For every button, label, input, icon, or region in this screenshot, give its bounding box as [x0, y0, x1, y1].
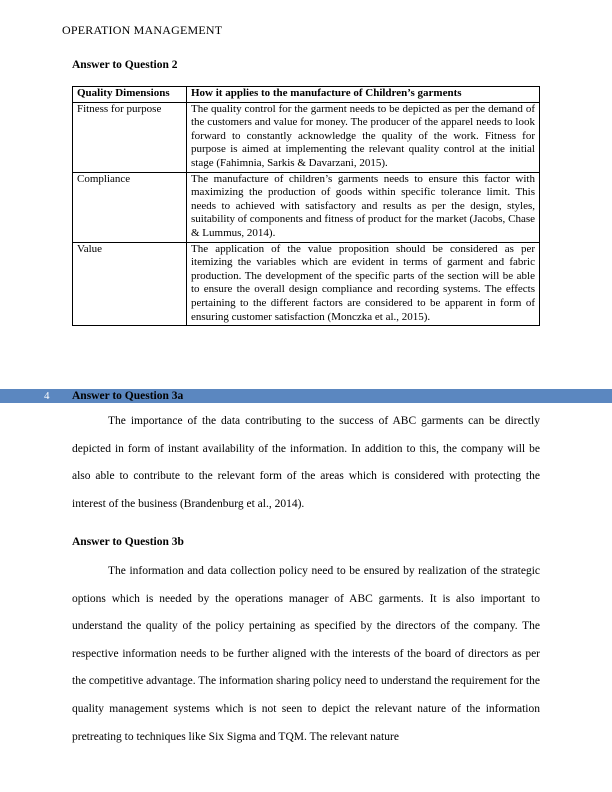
dimension-cell: Value — [73, 242, 187, 326]
table-row — [73, 242, 540, 326]
q2-heading: Answer to Question 2 — [72, 59, 178, 71]
q3b-paragraph: The information and data collection policy need to be ensured by realization of the strategic options which is needed by the operations manager of ABC garments. It is also important to understand the quality of the policy pertaining as specified by the directors of the company. The respective information needs to be further aligned with the interests of the board of directors as per the competitive advantage. The information sharing policy need to understand the requirement for the quality management systems which is not seen to depict the relevant nature of the information pretreating to techniques like Six Sigma and TQM. The relevant nature — [72, 565, 540, 743]
q3a-paragraph: The importance of the data contributing to the success of ABC garments can be directly depicted in form of instant availability of the information. In addition to this, the company will be also able to contribute to the relevant form of the areas which is considered with protecting the interest of the business (Brandenburg et al., 2014). — [72, 415, 540, 510]
dimension-cell: Compliance — [73, 172, 187, 242]
table-header-row — [73, 87, 540, 103]
column-header-application: How it applies to the manufacture of Children’s garments — [187, 87, 540, 103]
description-cell: The quality control for the garment needs to be depicted as per the demand of the customers and value for money. The producer of the apparel needs to look forward to constantly acknowledge the quality of the work. Fitness for purpose is aimed at implementing the relevant quality control at the initial stage (Fahimnia, Sarkis & Davarzani, 2015). — [187, 102, 540, 172]
table-row — [73, 172, 540, 242]
dimension-cell: Fitness for purpose — [73, 102, 187, 172]
description-cell: The manufacture of children’s garments needs to ensure this factor with maximizing the production of goods within specific tolerance limit. This needs to achieved with satisfactory and results as per the design, styles, suitability of components and fitness of product for the market (Jacobs, Chase & Lummus, 2014). — [187, 172, 540, 242]
description-cell: The application of the value proposition should be considered as per itemizing the variables which are evident in terms of garment and fabric production. The development of the specific parts of the section will be able to ensure the overall design compliance and recording systems. The effects pertaining to the different factors are considered to be apparent in form of ensuring customer satisfaction (Monczka et al., 2015). — [187, 242, 540, 326]
table-row — [73, 102, 540, 172]
q3b-heading: Answer to Question 3b — [72, 536, 184, 548]
column-header-dimension: Quality Dimensions — [73, 87, 187, 103]
quality-dimensions-table — [72, 86, 540, 326]
q3a-heading: Answer to Question 3a — [72, 390, 184, 402]
running-header: OPERATION MANAGEMENT — [62, 23, 223, 37]
page-number: 4 — [44, 390, 50, 402]
